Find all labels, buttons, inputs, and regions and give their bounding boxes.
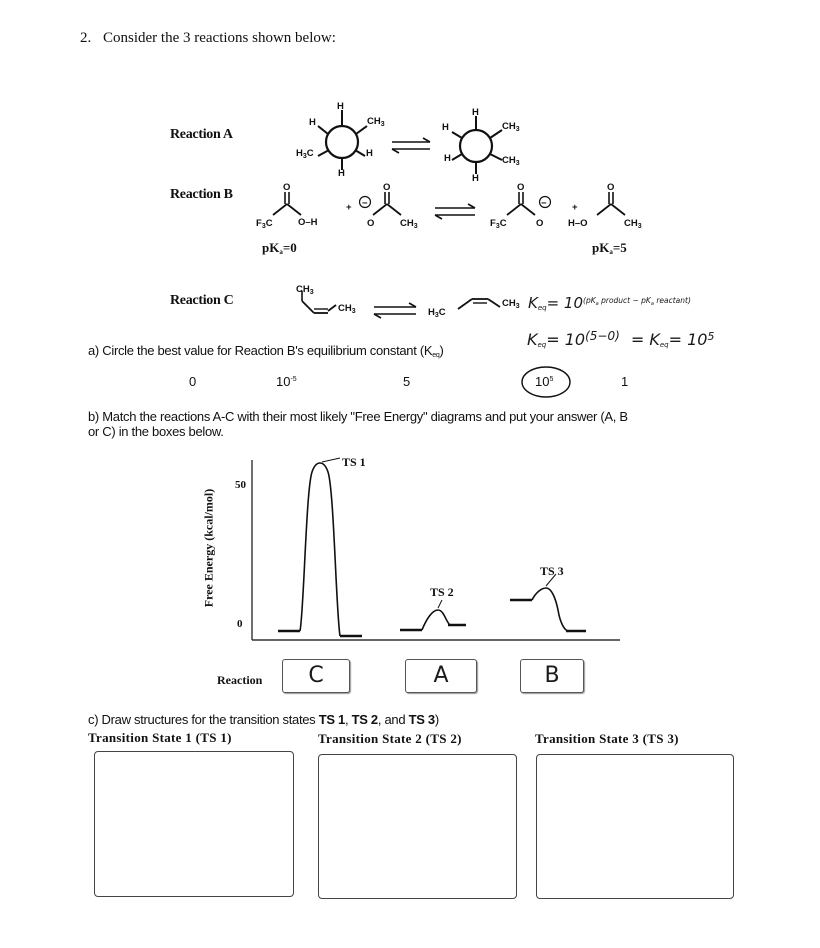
atom-h: H (442, 122, 449, 133)
atom-ch3: $CH_3$ (296, 284, 314, 296)
plus-sign: + (346, 202, 352, 213)
ts1-drawing-box[interactable] (94, 751, 294, 897)
ts2-curve (422, 610, 450, 630)
reaction-c-structures (290, 285, 530, 325)
pka-right: pKa=5 (592, 240, 627, 256)
atom-o: O (536, 218, 544, 229)
atom-ch3: $CH_3$ (502, 298, 520, 310)
part-a-prompt: a) Circle the best value for Reaction B's equilibrium constant (Keq) (88, 343, 444, 359)
tick-50: 50 (235, 479, 246, 491)
newman-projection-staggered (430, 108, 530, 188)
tick-0: 0 (237, 618, 243, 630)
atom-o: O (383, 182, 391, 193)
atom-h3c: $H_3C$ (428, 307, 446, 319)
option-10-pos5[interactable]: $10^5$ (535, 374, 554, 389)
atom-ch3: $CH_3$ (400, 218, 418, 230)
answer-box-ts3[interactable]: B (520, 659, 584, 693)
option-1[interactable]: 1 (621, 374, 629, 389)
atom-ch3: $CH_3$ (338, 303, 356, 315)
free-energy-diagram (200, 450, 620, 650)
question-number: 2. (80, 30, 92, 46)
handwritten-keq-calculation: $Keq= 10^{(5-0)} = Keq= 10^5$ (527, 329, 715, 349)
option-5[interactable]: 5 (403, 374, 411, 389)
atom-ch3: $CH_3$ (502, 121, 520, 133)
atom-ch3: $CH_3$ (367, 116, 385, 128)
atom-h: H (472, 173, 479, 184)
part-c-prompt: c) Draw structures for the transition states TS 1, TS 2, and TS 3) (88, 712, 439, 727)
atom-o: O (367, 218, 375, 229)
atom-h: H (444, 153, 451, 164)
option-0[interactable]: 0 (189, 374, 197, 389)
atom-f3c: $F_3C$ (256, 218, 273, 230)
atom-o: O (283, 182, 291, 193)
ts1-label: TS 1 (342, 455, 366, 469)
minus-sign: − (362, 198, 368, 209)
handwritten-keq-formula: $Keq= 10^{(pK_a product - pK_a reactant)}$ (528, 294, 691, 312)
pka-left: pKa=0 (262, 240, 297, 256)
atom-h: H (366, 148, 373, 159)
plus-sign: + (572, 202, 578, 213)
newman-projection-eclipsed (285, 100, 385, 180)
part-b-prompt: b) Match the reactions A-C with their most likely "Free Energy" diagrams and put your answer (A, B or C) in the boxes below. (88, 409, 628, 439)
ts3-heading: Transition State 3 (TS 3) (535, 731, 679, 746)
question-prompt: Consider the 3 reactions shown below: (103, 30, 336, 46)
ts1-heading: Transition State 1 (TS 1) (88, 730, 232, 745)
ts2-drawing-box[interactable] (318, 754, 517, 899)
atom-o: O (517, 182, 525, 193)
atom-f3c: $F_3C$ (490, 218, 507, 230)
ts2-label: TS 2 (430, 585, 454, 599)
ts1-curve (300, 463, 340, 636)
atom-h: H (309, 117, 316, 128)
answer-box-ts2[interactable]: A (405, 659, 477, 693)
reaction-row-label: Reaction (217, 673, 263, 687)
y-axis-label: Free Energy (kcal/mol) (201, 488, 216, 608)
reaction-b-label: Reaction B (170, 187, 233, 202)
atom-ch3: $CH_3$ (502, 155, 520, 167)
equilibrium-arrow (390, 138, 432, 154)
ts2-heading: Transition State 2 (TS 2) (318, 731, 462, 746)
atom-o: O (607, 182, 615, 193)
answer-box-ts1[interactable]: C (282, 659, 350, 693)
question-header (80, 30, 336, 47)
ts3-curve (532, 588, 568, 631)
atom-oh: O–H (298, 217, 318, 228)
atom-h: H (472, 107, 479, 118)
option-10-neg5[interactable]: $10^{-5}$ (276, 374, 297, 389)
reaction-a-label: Reaction A (170, 127, 233, 142)
reaction-c-label: Reaction C (170, 293, 234, 308)
ts3-label: TS 3 (540, 564, 564, 578)
ts3-drawing-box[interactable] (536, 754, 734, 899)
atom-ho: H–O (568, 218, 588, 229)
atom-h3c: $H_3C$ (296, 148, 314, 160)
atom-ch3: $CH_3$ (624, 218, 642, 230)
y-axis-label-wrap (186, 478, 232, 618)
atom-h: H (337, 101, 344, 112)
atom-h: H (338, 168, 345, 179)
minus-sign: − (541, 198, 547, 209)
